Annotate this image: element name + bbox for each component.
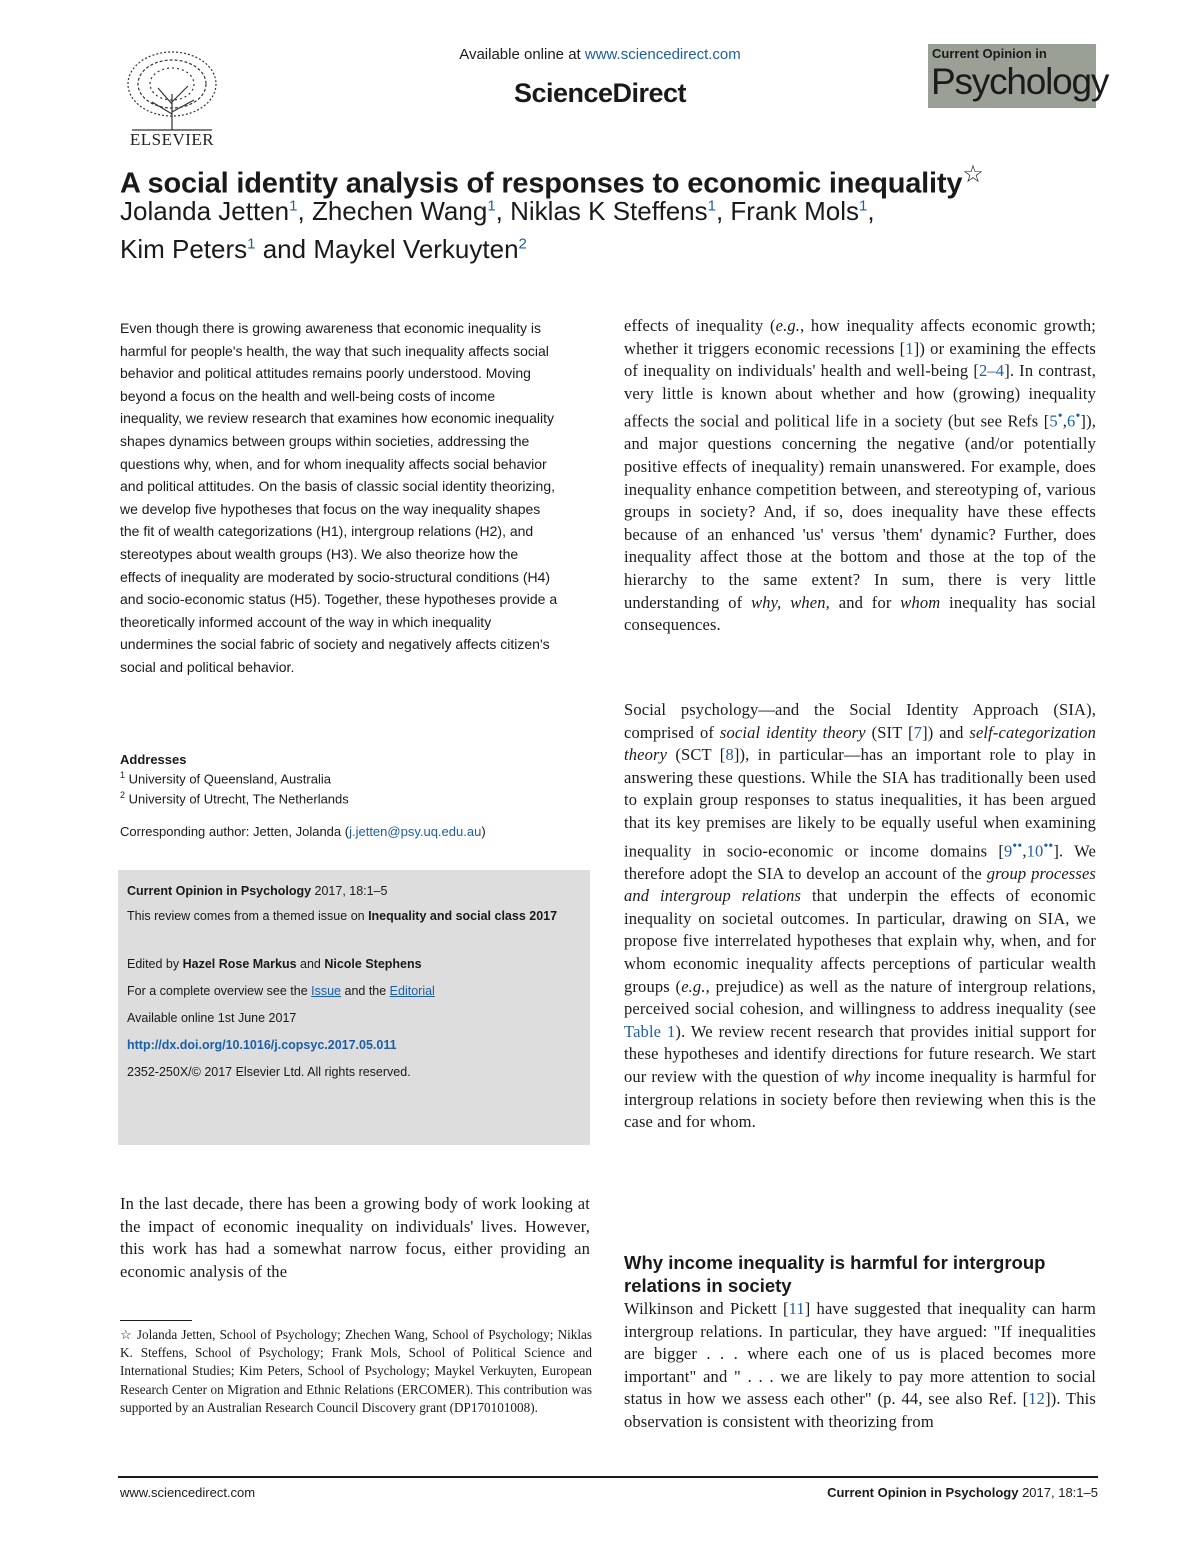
body-paragraph-2 (624, 699, 1096, 1134)
text-run: why, when, (751, 592, 830, 612)
text-run: , prejudice) as well as the nature of intergroup relations, perceived social cohesion, and willingness to address inequality (see (624, 976, 1096, 1019)
article-title (120, 160, 984, 201)
info-overview-and: and the (341, 984, 390, 998)
footnote-rule (120, 1320, 192, 1321)
citation-link[interactable]: 7 (913, 722, 923, 742)
info-edited-prefix: Edited by (127, 957, 183, 971)
text-run: why (843, 1067, 871, 1086)
info-editor: Nicole Stephens (324, 957, 422, 971)
info-themed-prefix: This review comes from a themed issue on (127, 909, 369, 923)
citation-mark: •• (1012, 837, 1023, 853)
author-name: Jolanda Jetten (120, 196, 290, 226)
text-run: e.g. (775, 316, 801, 335)
citation-mark: • (1075, 408, 1081, 424)
body-paragraph-1 (624, 315, 1096, 637)
doi-link[interactable]: http://dx.doi.org/10.1016/j.copsyc.2017.05.011 (127, 1038, 397, 1052)
citation-link[interactable]: 10 (1026, 841, 1044, 861)
citation-link[interactable]: 8 (725, 745, 734, 765)
title-footnote-star-icon[interactable]: ☆ (962, 161, 984, 188)
address-item (120, 770, 331, 786)
journal-badge-name: Psychology (931, 61, 1109, 102)
info-themed-title: Inequality and social class 2017 (368, 909, 558, 923)
text-run: whom (900, 592, 941, 612)
info-copyright: 2352-250X/© 2017 Elsevier Ltd. All rights reserved. (127, 1065, 411, 1079)
table-link[interactable]: Table 1 (624, 1021, 676, 1041)
text-run: , how inequality affects economic growth; whether it triggers economic recessions [ (624, 316, 1097, 358)
sciencedirect-wordmark: ScienceDirect (513, 78, 687, 108)
info-citation (127, 882, 582, 901)
text-run: and for (829, 592, 901, 612)
footnote-star-icon: ☆ (120, 1327, 133, 1342)
text-run: ]). This observation is consistent with theorizing from (624, 1389, 1096, 1431)
authors-line-1 (120, 196, 875, 227)
address-number: 1 (120, 770, 126, 780)
author-separator: , (715, 196, 731, 226)
author-affiliation[interactable]: 1 (247, 235, 256, 253)
citation-link[interactable]: 6 (1067, 411, 1076, 431)
text-run: ]), and major questions concerning the negative (and/or potentially positive effects of inequality) remain unanswered. For example, does inequality enhance competition between, and stereotyping of, various groups in society? And, if so, does inequality have these effects because of an enhanced 'us' versus 'them' dynamic? Further, does inequality affect those at the bottom and those at the top of the hierarchy to the same extent? In sum, there is very little understanding of (624, 411, 1096, 612)
article-title-text: A social identity analysis of responses to economic inequality (120, 167, 963, 200)
footer-citation (827, 1485, 1098, 1500)
author-footnote (120, 1326, 592, 1417)
info-cite: 2017, 18:1–5 (311, 884, 388, 898)
citation-link[interactable]: 5 (1049, 411, 1058, 431)
address-item (120, 790, 349, 806)
info-journal: Current Opinion in Psychology (127, 884, 312, 898)
editorial-link[interactable]: Editorial (389, 984, 435, 998)
author-affiliation[interactable]: 1 (859, 197, 868, 215)
citation-link[interactable]: 2–4 (979, 361, 1005, 381)
text-run: group processes and intergroup relations (624, 863, 1096, 906)
addresses-heading: Addresses (120, 752, 187, 767)
corresponding-prefix: Corresponding author: Jetten, Jolanda ( (120, 824, 350, 839)
footnote-text: Jolanda Jetten, School of Psychology; Zhechen Wang, School of Psychology; Niklas K. Steffens, School of Psychology; Frank Mols, School of Political Science and International Studies; Kim Peters, School of Psychology; Maykel Verkuyten, European Research Center on Migration and Ethnic Relations (ERCOMER). This contribution was supported by an Australian Research Council Discovery grant (DP170101008). (120, 1327, 593, 1415)
author-name: Frank Mols (730, 196, 859, 226)
info-overview (127, 982, 582, 1001)
author-affiliation[interactable]: 1 (487, 197, 496, 215)
author-separator: and (255, 234, 314, 264)
author-name: Niklas K Steffens (510, 196, 708, 226)
text-run: (SCT [ (667, 745, 726, 765)
citation-link[interactable]: 11 (788, 1299, 805, 1318)
citation-link[interactable]: 1 (905, 338, 914, 358)
text-run: (SIT [ (865, 722, 914, 742)
authors-line-2 (120, 234, 527, 265)
corresponding-email-link[interactable]: j.jetten@psy.uq.edu.au (349, 824, 482, 839)
text-run: e.g. (681, 976, 706, 996)
citation-link[interactable]: 12 (1028, 1389, 1046, 1409)
address-text: University of Utrecht, The Netherlands (128, 791, 349, 807)
journal-badge-top: Current Opinion in (932, 46, 1047, 61)
author-separator: , (867, 196, 875, 226)
info-edited-and: and (296, 957, 325, 971)
corresponding-suffix: ) (481, 824, 486, 839)
author-affiliation[interactable]: 1 (707, 197, 716, 215)
footer-journal: Current Opinion in Psychology (827, 1485, 1019, 1500)
text-run: ]. We therefore adopt the SIA to develop an account of the (624, 841, 1096, 883)
author-name: Zhechen Wang (311, 196, 488, 226)
section-heading: Why income inequality is harmful for intergroup relations in society (624, 1252, 1046, 1296)
footer-site: www.sciencedirect.com (120, 1485, 256, 1500)
info-editors (127, 955, 582, 974)
text-run: that underpin the effects of economic inequality on societal outcomes. In particular, drawing on SIA, we propose five interrelated hypotheses that explain why, when, and for whom economic inequality affects perceptions of particular wealth groups ( (624, 886, 1096, 996)
intro-paragraph: In the last decade, there has been a growing body of work looking at the impact of economic inequality on individuals' lives. However, this work has had a somewhat narrow focus, either providing an economic analysis of the (120, 1194, 590, 1281)
citation-link[interactable]: 9 (1004, 841, 1013, 861)
info-overview-prefix: For a complete overview see the (127, 984, 312, 998)
text-run: , (1022, 841, 1027, 861)
text-run: Wilkinson and Pickett [ (624, 1299, 789, 1318)
text-run: self-categorization theory (624, 722, 1096, 765)
text-run: ]) and (922, 722, 970, 742)
article-info-box (118, 870, 590, 1145)
author-name: Maykel Verkuyten (313, 234, 519, 264)
text-run: inequality has social consequences. (624, 592, 1097, 635)
address-text: University of Queensland, Australia (128, 771, 331, 787)
text-run: , (1062, 411, 1068, 431)
text-run: ]. In contrast, very little is known about whether and how (growing) inequality affects the social and political life in a society (but see Refs [ (624, 361, 1096, 431)
author-affiliation[interactable]: 2 (518, 235, 527, 253)
author-affiliation[interactable]: 1 (289, 197, 298, 215)
citation-mark: • (1057, 408, 1063, 424)
author-separator: , (297, 196, 312, 226)
text-run: ] have suggested that inequality can harm intergroup relations. In particular, they have argued: "If inequalities are bigger . . . where each one of us is placed becomes more important" and " . . . we are likely to pay more attention to social status in how we assess each other" (p. 44, see also Ref. [ (624, 1299, 1096, 1409)
sciencedirect-link[interactable]: www.sciencedirect.com (584, 46, 741, 63)
citation-mark: •• (1043, 837, 1054, 853)
issue-link[interactable]: Issue (311, 984, 342, 998)
info-available-online: Available online 1st June 2017 (127, 1011, 297, 1025)
author-separator: , (495, 196, 511, 226)
text-run: ). We review recent research that provides initial support for these hypotheses and identify directions for future research. We start our review with the question of (624, 1021, 1096, 1086)
text-run: social identity theory (719, 722, 866, 742)
elsevier-logo-text: ELSEVIER (129, 130, 215, 148)
corresponding-author (120, 824, 486, 839)
text-run: effects of inequality ( (624, 316, 776, 335)
available-prefix: Available online at (459, 46, 585, 63)
author-name: Kim Peters (120, 234, 248, 264)
address-number: 2 (120, 790, 126, 800)
body-paragraph-3 (624, 1298, 1096, 1434)
text-run: Social psychology—and the Social Identity Approach (SIA), comprised of (624, 700, 1096, 742)
text-run: income inequality is harmful for intergroup relations in society before then reviewing when this is the case and for whom. (624, 1067, 1096, 1132)
text-run: ]) or examining the effects of inequality on individuals' health and well-being [ (624, 338, 1096, 381)
info-themed-issue (127, 907, 582, 926)
journal-badge (928, 44, 1109, 108)
text-run: ]), in particular—has an important role to play in answering these questions. While the SIA has traditionally been used to explain group responses to status inequalities, it has been argued that its key premises are likely to be equally useful when examining inequality in socio-economic or income domains [ (624, 745, 1096, 861)
footer-cite: 2017, 18:1–5 (1018, 1485, 1098, 1500)
info-editor: Hazel Rose Markus (182, 957, 297, 971)
abstract: Even though there is growing awareness that economic inequality is harmful for people's health, the way that such inequality affects social behavior and political attitudes remains poorly understood. Moving beyond a focus on the health and well-being costs of income inequality, we review research that examines how economic inequality shapes dynamics between groups within societies, addressing the questions why, when, and for whom inequality affects social behavior and political attitudes. On the basis of classic social identity theorizing, we develop five hypotheses that focus on the way inequality shapes the fit of wealth categorizations (H1), intergroup relations (H2), and stereotypes about wealth groups (H3). We also theorize how the effects of inequality are moderated by socio-structural conditions (H4) and socio-economic status (H5). Together, these hypotheses provide a theoretically informed account of the way in which inequality undermines the social fabric of society and negatively affects citizen's social and political behavior. (120, 320, 558, 675)
footer-rule (118, 1476, 1098, 1478)
